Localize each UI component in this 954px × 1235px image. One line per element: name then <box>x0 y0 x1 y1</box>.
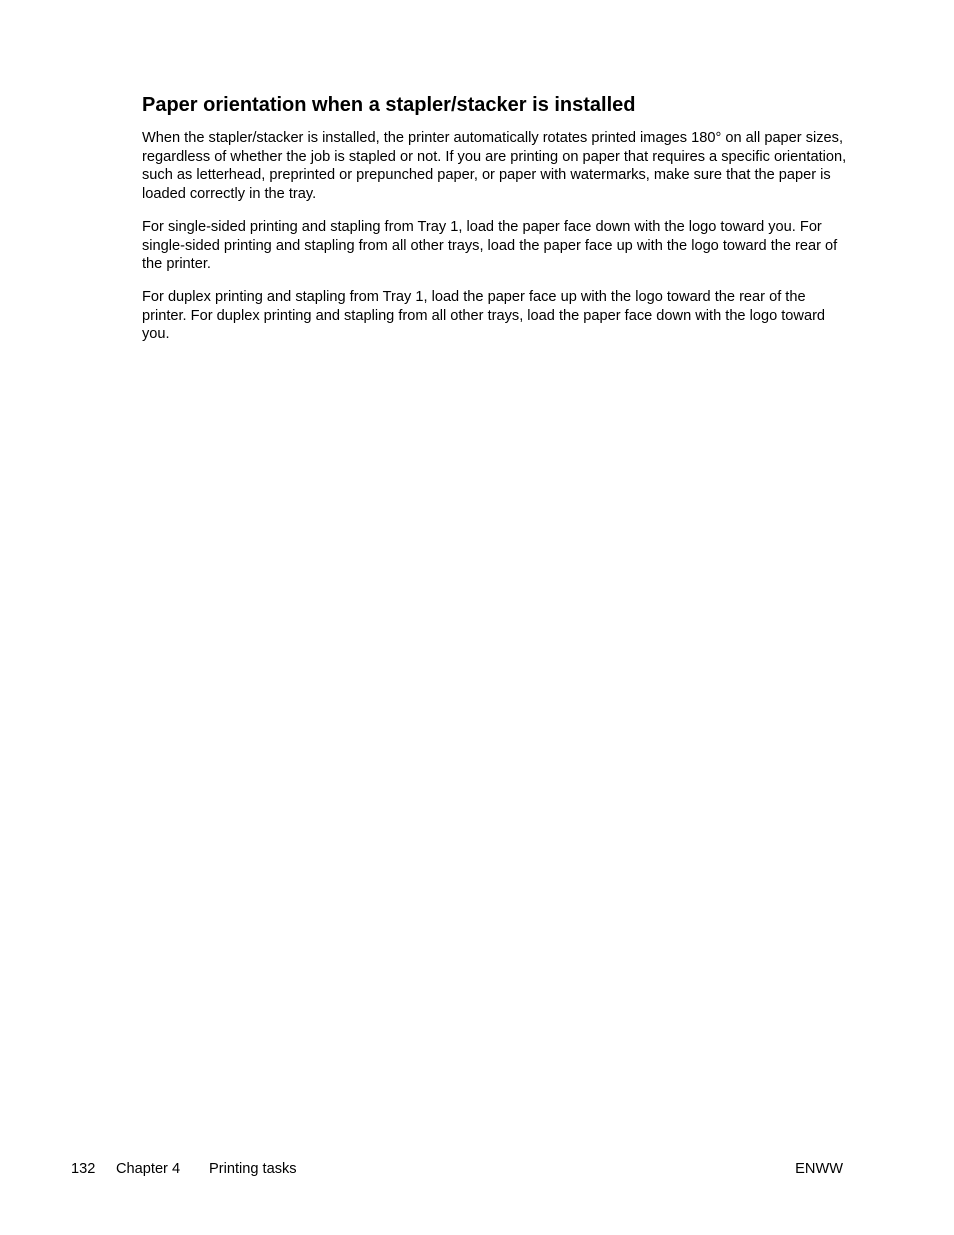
paragraph-stapler-rotation: When the stapler/stacker is installed, the printer automatically rotates printed images 180° on all paper sizes, regardless of whether the job is stapled or not. If you are printing on paper that requires a specific orientation, such as letterhead, preprinted or prepunched paper, or paper with watermarks, make sure that the paper is loaded correctly in the tray. <box>142 130 847 203</box>
page-content <box>142 91 847 358</box>
footer-left <box>71 1159 297 1179</box>
chapter-label: Chapter 4 <box>116 1161 181 1177</box>
page-footer <box>71 1159 843 1179</box>
paragraph-single-sided: For single-sided printing and stapling from Tray 1, load the paper face down with the logo toward you. For single-sided printing and stapling from all other trays, load the paper face up with the logo toward the rear of the printer. <box>142 218 838 273</box>
section-heading: Paper orientation when a stapler/stacker is installed <box>142 94 636 116</box>
paragraph-duplex: For duplex printing and stapling from Tray 1, load the paper face up with the logo toward the rear of the printer. For duplex printing and stapling from all other trays, load the paper face down with the logo toward you. <box>142 288 826 343</box>
locale-code: ENWW <box>795 1161 843 1177</box>
section-label: Printing tasks <box>209 1161 297 1177</box>
page-number: 132 <box>71 1161 96 1177</box>
